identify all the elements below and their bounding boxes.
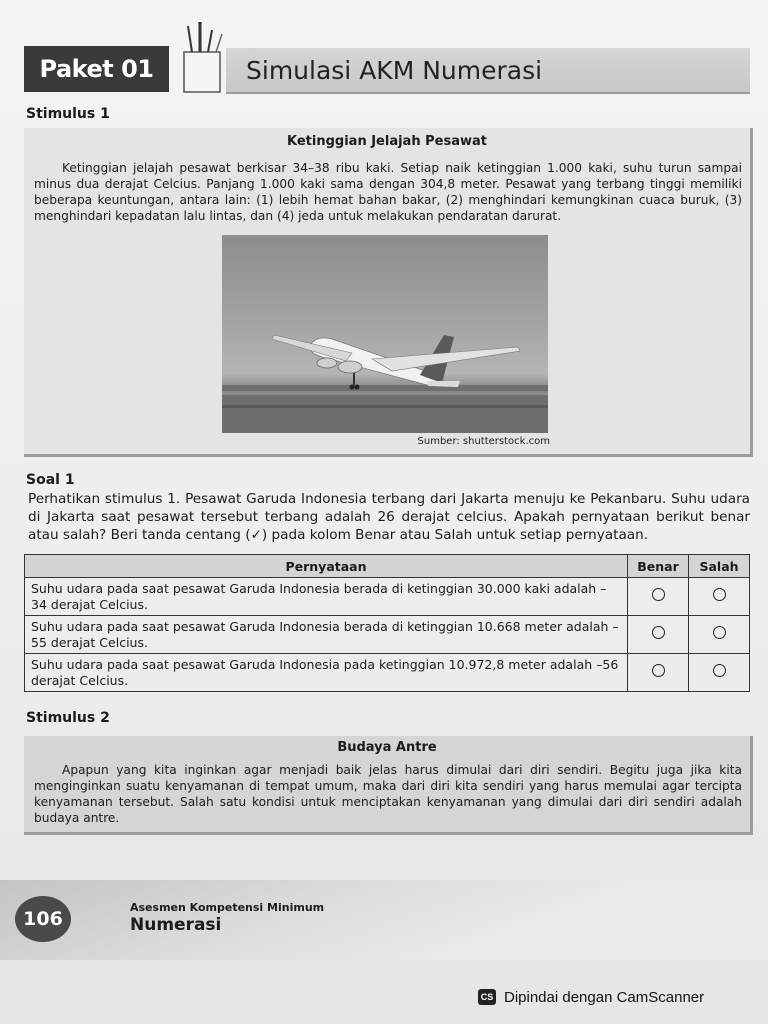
header-true: Benar	[628, 555, 689, 578]
radio-circle-icon	[713, 626, 726, 639]
stimulus-1-box	[24, 128, 753, 457]
true-option-2[interactable]	[628, 616, 689, 654]
radio-circle-icon	[713, 588, 726, 601]
header-statement: Pernyataan	[25, 555, 628, 578]
page-title: Simulasi AKM Numerasi	[246, 56, 543, 85]
statement-3: Suhu udara pada saat pesawat Garuda Indonesia pada ketinggian 10.972,8 meter adalah –56 derajat Celcius.	[25, 654, 628, 692]
stimulus-2-label: Stimulus 2	[26, 710, 110, 726]
statement-table	[24, 554, 750, 692]
airplane-photo	[222, 235, 548, 433]
statement-1: Suhu udara pada saat pesawat Garuda Indonesia berada di ketinggian 30.000 kaki adalah –34 derajat Celcius.	[25, 578, 628, 616]
radio-circle-icon	[652, 626, 665, 639]
table-row	[25, 578, 750, 616]
statement-2: Suhu udara pada saat pesawat Garuda Indonesia berada di ketinggian 10.668 meter adalah –55 derajat Celcius.	[25, 616, 628, 654]
radio-circle-icon	[652, 664, 665, 677]
camscanner-watermark	[478, 984, 704, 1010]
true-option-1[interactable]	[628, 578, 689, 616]
stimulus-1-title: Ketinggian Jelajah Pesawat	[287, 134, 487, 149]
stimulus-2-box	[24, 736, 753, 835]
soal-1-label: Soal 1	[26, 472, 75, 488]
false-option-3[interactable]	[689, 654, 750, 692]
soal-1-text: Perhatikan stimulus 1. Pesawat Garuda Indonesia terbang dari Jakarta menuju ke Pekanbaru. Suhu udara di Jakarta saat pesawat tersebut terbang adalah 26 derajat celcius. Apakah pernyataan berikut benar atau salah? Beri tanda centang (✓) pada kolom Benar atau Salah untuk setiap pernyataan.	[28, 491, 750, 543]
header-false: Salah	[689, 555, 750, 578]
table-row	[25, 616, 750, 654]
stimulus-2-title: Budaya Antre	[337, 740, 437, 755]
table-header-row	[25, 555, 750, 578]
page-number: 106	[15, 896, 71, 942]
false-option-2[interactable]	[689, 616, 750, 654]
radio-circle-icon	[652, 588, 665, 601]
package-badge: Paket 01	[24, 46, 169, 92]
false-option-1[interactable]	[689, 578, 750, 616]
pencil-cup-icon	[176, 22, 228, 94]
radio-circle-icon	[713, 664, 726, 677]
photo-credit: Sumber: shutterstock.com	[417, 436, 550, 447]
camscanner-text: Dipindai dengan CamScanner	[504, 988, 705, 1006]
true-option-3[interactable]	[628, 654, 689, 692]
footer-subtitle: Asesmen Kompetensi Minimum	[130, 901, 325, 914]
table-row	[25, 654, 750, 692]
stimulus-1-label: Stimulus 1	[26, 106, 110, 122]
footer-band	[0, 880, 768, 960]
footer-title: Numerasi	[130, 915, 222, 935]
stimulus-1-text: Ketinggian jelajah pesawat berkisar 34–38 ribu kaki. Setiap naik ketinggian 1.000 kaki, suhu turun sampai minus dua derajat Celcius. Panjang 1.000 kaki sama dengan 304,8 meter. Pesawat yang terbang tinggi memiliki beberapa keuntungan, antara lain: (1) lebih hemat bahan bakar, (2) menghindari kemungkinan cuaca buruk, (3) menghindari kepadatan lalu lintas, dan (4) jeda untuk melakukan pendaratan darurat.	[34, 161, 742, 223]
stimulus-2-text: Apapun yang kita inginkan agar menjadi baik jelas harus dimulai dari diri sendiri. Begitu juga jika kita menginginkan suatu kenyamanan di tempat umum, maka dari diri kita sendiri yang harus memulai agar tercipta kenyamanan tersebut. Salah satu kondisi untuk menciptakan kenyamanan yang dimulai dari diri sendiri adalah budaya antre.	[34, 763, 742, 825]
camscanner-logo-icon: CS	[478, 989, 496, 1005]
